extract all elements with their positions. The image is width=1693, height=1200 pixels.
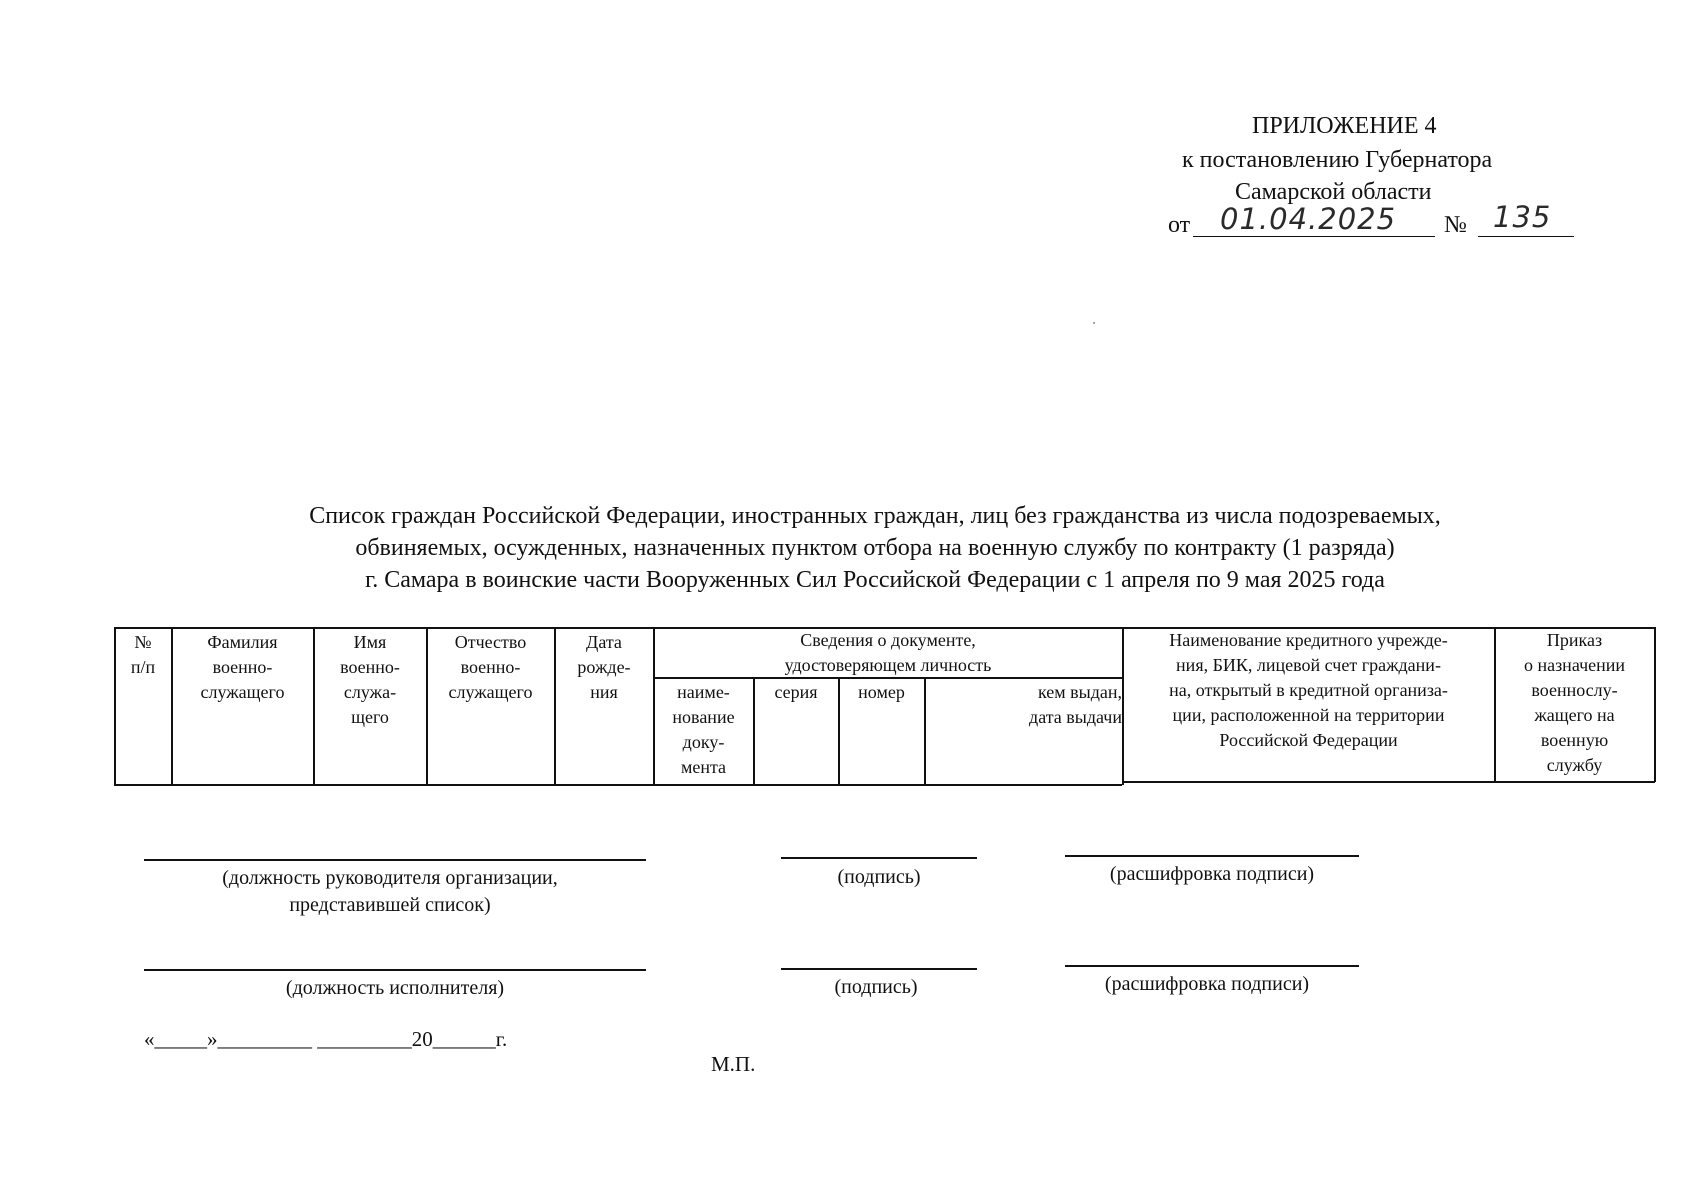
col-header-surname: Фамилия военно- служащего (200, 632, 285, 702)
stamp-label: М.П. (711, 1052, 756, 1076)
col-header-birth-date: Дата рожде- ния (577, 632, 631, 702)
col-header-document-issued: кем выдан, дата выдачи (1029, 682, 1122, 727)
col-header-order: Приказ о назначении военнослу- жащего на военную службу (1523, 630, 1626, 775)
signature-caption: (подпись) (837, 866, 921, 888)
list-title-line-1: Список граждан Российской Федерации, иностранных граждан, лиц без гражданства из числа подозреваемых, (309, 503, 1441, 529)
table-vline (554, 627, 556, 785)
col-header-name: Имя военно- служа- щего (340, 632, 400, 727)
table-vline (426, 627, 428, 785)
col-header-number: № п/п (130, 632, 156, 677)
executor-signature-caption: (подпись) (834, 976, 918, 998)
table-subheader-line (653, 677, 1122, 679)
table-vline (313, 627, 315, 785)
list-title-line-3: г. Самара в воинские части Вооруженных Сил Российской Федерации с 1 апреля по 9 мая 2025 года (365, 567, 1385, 593)
table-border-bottom-right (1122, 781, 1655, 783)
col-header-document-number: номер (858, 682, 905, 702)
executor-decode-caption: (расшифровка подписи) (1104, 973, 1310, 995)
col-header-document-name: наиме- нование доку- мента (672, 682, 735, 777)
date-template: «_____»_________ _________20______г. (144, 1027, 508, 1051)
appendix-subtitle: к постановлению Губернатора (1182, 147, 1493, 173)
table-vline (1654, 627, 1656, 782)
date-value: 01.04.2025 (1220, 202, 1397, 236)
table-vline (653, 627, 655, 785)
signature-line (781, 857, 977, 859)
position-line (144, 859, 646, 861)
table-vline (114, 627, 116, 785)
executor-position-line (144, 969, 646, 971)
decode-line (1065, 855, 1359, 857)
date-label: от (1168, 212, 1191, 238)
table-vline (1494, 627, 1496, 782)
table-vline (838, 677, 840, 785)
col-header-document-series: серия (774, 682, 818, 702)
col-header-document-group: Сведения о документе, удостоверяющем личность (784, 630, 992, 675)
table-vline (171, 627, 173, 785)
executor-position-caption: (должность исполнителя) (285, 977, 505, 999)
col-header-bank: Наименование кредитного учрежде- ния, БИК, лицевой счет граждани- на, открытый в кредитной организа- ции, расположенной на территории Российской Федерации (1169, 630, 1448, 750)
executor-signature-line (781, 968, 977, 970)
table-vline (924, 677, 926, 785)
position-caption: (должность руководителя организации, представившей список) (222, 867, 558, 916)
decode-caption: (расшифровка подписи) (1109, 863, 1315, 885)
table-border-top (114, 627, 1655, 629)
col-header-patronymic: Отчество военно- служащего (448, 632, 533, 702)
executor-decode-line (1065, 965, 1359, 967)
number-value: 135 (1493, 200, 1552, 234)
table-vline (1122, 627, 1124, 785)
table-vline (753, 677, 755, 785)
number-label: № (1444, 212, 1467, 238)
appendix-region: Самарской области (1235, 179, 1432, 205)
list-title-line-2: обвиняемых, осужденных, назначенных пунктом отбора на военную службу по контракту (1 разряда) (355, 535, 1395, 561)
appendix-title: ПРИЛОЖЕНИЕ 4 (1252, 113, 1437, 139)
scan-speck (1093, 322, 1095, 324)
table-border-bottom-left (114, 784, 1122, 786)
